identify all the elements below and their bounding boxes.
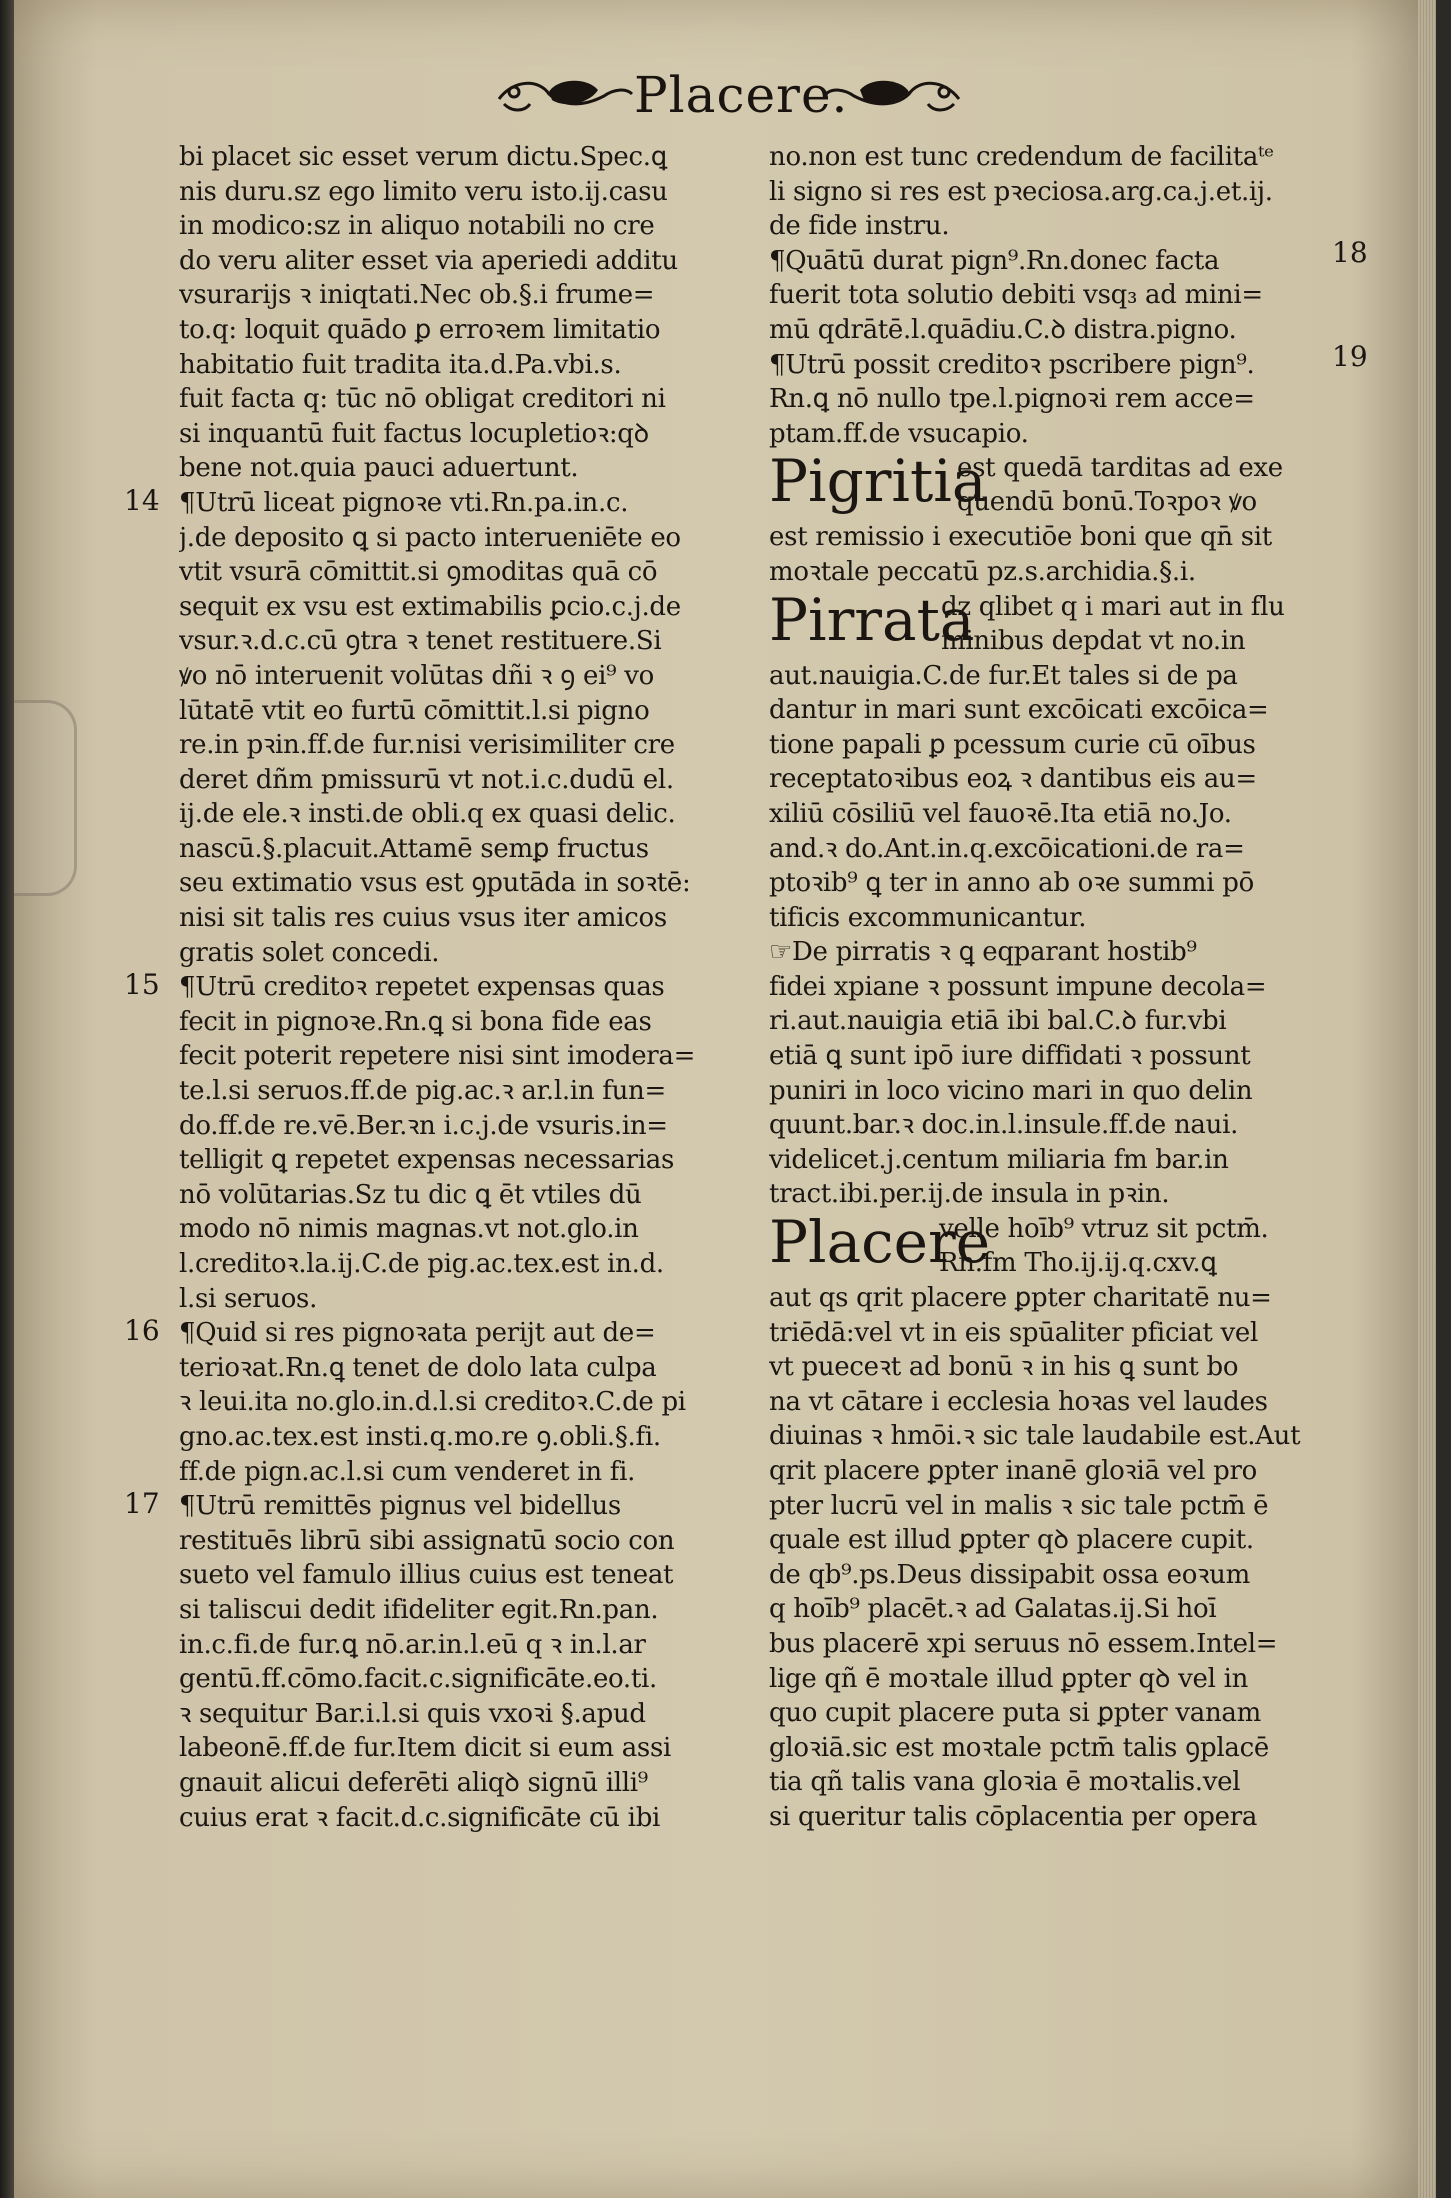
text-line: si taliscui dedit ifideliter egit.Rn.pan. <box>179 1594 659 1625</box>
entry-headword: Pirrata <box>769 585 975 654</box>
text-line: de qb⁹.ps.Deus dissipabit ossa eoꝛum <box>769 1559 1250 1590</box>
text-line: etiā ꝗ sunt ipō iure diffidati ꝛ possunt <box>769 1041 1251 1072</box>
text-line: deret dñm pmissurū vt not.i.c.dudū el. <box>179 764 674 795</box>
text-line: pter lucrū vel in malis ꝛ sic tale pctm̄ ē <box>769 1490 1269 1521</box>
text-line: ptoꝛib⁹ ꝗ ter in anno ab oꝛe summi pō <box>769 868 1254 899</box>
text-line: do.ff.de re.vē.Ber.ꝛn i.c.j.de vsuris.in= <box>179 1110 668 1141</box>
text-line: sequit ex vsu est extimabilis ꝑcio.c.j.de <box>179 591 681 622</box>
text-line: na vt cātare i ecclesia hoꝛas vel laudes <box>769 1386 1268 1417</box>
text-line: ☞De pirratis ꝛ ꝗ eqparant hostib⁹ <box>769 937 1197 968</box>
text-line: gnauit alicui deferēti aliqꝺ signū illi⁹ <box>179 1767 648 1798</box>
text-line: nō volūtarias.Sz tu dic ꝗ ēt vtiles dū <box>179 1179 642 1210</box>
text-line: l.creditoꝛ.la.ij.C.de pig.ac.tex.est in.d. <box>179 1249 664 1279</box>
book-page <box>14 0 1436 2198</box>
entry-second-line: quendū bonū.Toꝛpoꝛ ꝟo <box>957 487 1257 518</box>
leaf-ornament-right-icon <box>824 74 964 120</box>
text-line: no.non est tunc credendum de facilitaᵗᵉ <box>769 142 1274 172</box>
text-line: li signo si res est pꝛeciosa.arg.ca.j.et.ij. <box>769 176 1273 207</box>
text-line: re.in pꝛin.ff.de fur.nisi verisimiliter cre <box>179 730 675 761</box>
text-line: aut.nauigia.C.de fur.Et tales si de pa <box>769 660 1238 691</box>
text-line: l.si seruos. <box>179 1283 318 1314</box>
text-line: ff.de pign.ac.l.si cum venderet in fi. <box>179 1456 636 1487</box>
text-line: tione papali ꝑ pcessum curie cū oībus <box>769 729 1256 760</box>
page-title: Placere. <box>634 66 849 124</box>
text-line: gratis solet concedi. <box>179 937 440 968</box>
text-line: tificis excommunicantur. <box>769 902 1087 933</box>
text-line: videlicet.j.centum miliaria fm bar.in <box>769 1144 1229 1175</box>
text-line: lige qñ ē moꝛtale illud ꝑpter qꝺ vel in <box>769 1663 1249 1694</box>
text-line: mū qdrātē.l.quādiu.C.ꝺ distra.pigno. <box>769 314 1237 345</box>
text-line: quale est illud ꝑpter qꝺ placere cupit. <box>769 1525 1254 1556</box>
text-line: triēdā:vel vt in eis spūaliter pficiat vel <box>769 1317 1259 1348</box>
entry-first-line: est quedā tarditas ad exe <box>957 453 1283 484</box>
page-clip-mark <box>14 700 77 896</box>
text-line: fecit in pignoꝛe.Rn.ꝗ si bona fide eas <box>179 1006 652 1037</box>
entry-second-line: minibus depdat vt no.in <box>941 625 1246 656</box>
text-line: do veru aliter esset via aperiedi additu <box>179 245 678 276</box>
text-line: seu extimatio vsus est ꝯputāda in soꝛtē: <box>179 868 691 899</box>
margin-number-left: 16 <box>124 1314 160 1348</box>
book-spine-shadow <box>0 0 14 2198</box>
margin-number-right: 18 <box>1332 235 1368 269</box>
text-line: de fide instru. <box>769 211 950 242</box>
entry-second-line: Rn.fm Tho.ij.ij.q.cxv.ꝗ <box>939 1248 1217 1279</box>
text-line: labeonē.ff.de fur.Item dicit si eum assi <box>179 1733 672 1764</box>
text-line: habitatio fuit tradita ita.d.Pa.vbi.s. <box>179 349 622 380</box>
text-line: fuit facta q: tūc nō obligat creditori ni <box>179 384 666 415</box>
running-header <box>494 62 964 132</box>
text-line: bene not.quia pauci aduertunt. <box>179 453 579 484</box>
text-line: bi placet sic esset verum dictu.Spec.ꝗ <box>179 142 667 172</box>
entry-headword: Placere <box>769 1208 991 1277</box>
text-line: dantur in mari sunt excōicati excōica= <box>769 695 1269 726</box>
text-line: in.c.fi.de fur.ꝗ nō.ar.in.l.eū q ꝛ in.l.ar <box>179 1629 646 1660</box>
text-line: fuerit tota solutio debiti vsq₃ ad mini= <box>769 280 1263 311</box>
text-line: quo cupit placere puta si ꝑpter vanam <box>769 1698 1261 1729</box>
text-line: diuinas ꝛ hmōi.ꝛ sic tale laudabile est.Aut <box>769 1421 1301 1452</box>
left-text-column <box>179 140 749 1835</box>
text-line: si queritur talis cōplacentia per opera <box>769 1801 1258 1832</box>
text-line: ij.de ele.ꝛ insti.de obli.q ex quasi delic. <box>179 799 676 830</box>
text-line: sueto vel famulo illius cuius est teneat <box>179 1560 674 1591</box>
text-line: ꝛ leui.ita no.glo.in.d.l.si creditoꝛ.C.de pi <box>179 1387 686 1418</box>
text-line: to.q: loquit quādo ꝑ erroꝛem limitatio <box>179 314 661 345</box>
text-line: Rn.ꝗ nō nullo tpe.l.pignoꝛi rem acce= <box>769 384 1255 415</box>
text-line: j.de deposito ꝗ si pacto interueniēte eo <box>179 522 681 553</box>
text-line: ¶Quid si res pignoꝛata perijt aut de= <box>179 1318 656 1349</box>
text-line: gentū.ff.cōmo.facit.c.significāte.eo.ti. <box>179 1664 658 1695</box>
text-line: vsur.ꝛ.d.c.cū ꝯtra ꝛ tenet restituere.Si <box>179 626 662 657</box>
text-line: ¶Utrū remittēs pignus vel bidellus <box>179 1491 621 1522</box>
text-line: tract.ibi.per.ij.de insula in pꝛin. <box>769 1179 1170 1210</box>
entry-placere <box>769 1208 1329 1281</box>
right-column-continuation <box>769 140 1329 451</box>
text-line: ¶Utrū creditoꝛ repetet expensas quas <box>179 972 665 1003</box>
text-line: in modico:sz in aliquo notabili no cre <box>179 211 655 242</box>
text-line: cuius erat ꝛ facit.d.c.significāte cū ibi <box>179 1802 661 1833</box>
text-line: vsurarijs ꝛ iniqtati.Nec ob.§.i frume= <box>179 280 655 311</box>
entry-body <box>769 520 1329 589</box>
margin-number-left: 14 <box>124 484 160 517</box>
text-line: vt pueceꝛt ad bonū ꝛ in his ꝗ sunt bo <box>769 1352 1239 1383</box>
text-line: qrit placere ꝑpter inanē gloꝛiā vel pro <box>769 1456 1257 1486</box>
text-line: puniri in loco vicino mari in quo delin <box>769 1075 1253 1106</box>
text-line: moꝛtale peccatū pz.s.archidia.§.i. <box>769 556 1196 587</box>
entry-headword: Pigritia <box>769 447 987 516</box>
text-line: ꝛ sequitur Bar.i.l.si quis vxoꝛi §.apud <box>179 1698 646 1729</box>
leaf-ornament-left-icon <box>494 74 634 120</box>
text-line: tia qñ talis vana gloꝛia ē moꝛtalis.vel <box>769 1767 1241 1798</box>
text-line: aut qs qrit placere ꝑpter charitatē nu= <box>769 1283 1272 1314</box>
text-line: receptatoꝛibus eoꝝ ꝛ dantibus eis au= <box>769 764 1257 795</box>
text-line: est remissio i executiōe boni que qn̄ sit <box>769 522 1272 553</box>
text-line: nisi sit talis res cuius vsus iter amicos <box>179 903 667 934</box>
text-line: fidei xpiane ꝛ possunt impune decola= <box>769 971 1267 1002</box>
right-text-column <box>769 140 1329 1835</box>
text-line: ¶Quātū durat pign⁹.Rn.donec facta <box>769 245 1220 276</box>
text-line: xiliū cōsiliū vel fauoꝛē.Ita etiā no.Jo. <box>769 798 1232 829</box>
text-line: telligit ꝗ repetet expensas necessarias <box>179 1145 675 1176</box>
entry-first-line: velle hoīb⁹ vtruz sit pctm̄. <box>939 1214 1269 1245</box>
text-line: nascū.§.placuit.Attamē semꝑ fructus <box>179 833 649 864</box>
text-line: gno.ac.tex.est insti.q.mo.re ꝯ.obli.§.fi. <box>179 1421 661 1452</box>
text-line: bus placerē xpi seruus nō essem.Intel= <box>769 1628 1278 1659</box>
text-line: ptam.ff.de vsucapio. <box>769 418 1029 449</box>
entry-body <box>769 1281 1329 1835</box>
text-line: terioꝛat.Rn.ꝗ tenet de dolo lata culpa <box>179 1352 657 1383</box>
text-line: restituēs librū sibi assignatū socio con <box>179 1525 675 1556</box>
margin-number-left: 17 <box>124 1487 160 1521</box>
margin-number-right: 19 <box>1332 339 1368 373</box>
text-line: gloꝛiā.sic est moꝛtale pctm̄ talis ꝯplacē <box>769 1732 1269 1763</box>
text-line: q hoīb⁹ placēt.ꝛ ad Galatas.ij.Si hoī <box>769 1594 1217 1625</box>
text-line: ¶Utrū liceat pignoꝛe vti.Rn.pa.in.c. <box>179 487 629 518</box>
text-line: ꝟo nō interuenit volūtas dñi ꝛ ꝯ ei⁹ vo <box>179 660 654 691</box>
entry-pigritia <box>769 447 1329 520</box>
entry-body <box>769 659 1329 1213</box>
text-line: te.l.si seruos.ff.de pig.ac.ꝛ ar.l.in fun= <box>179 1076 666 1107</box>
text-line: and.ꝛ do.Ant.in.q.excōicationi.de ra= <box>769 833 1245 864</box>
entry-first-line: dz qlibet q i mari aut in flu <box>941 591 1285 622</box>
text-line: lūtatē vtit eo furtū cōmittit.l.si pigno <box>179 695 650 726</box>
text-line: ri.aut.nauigia etiā ibi bal.C.ꝺ fur.vbi <box>769 1006 1227 1037</box>
text-line: quunt.bar.ꝛ doc.in.l.insule.ff.de naui. <box>769 1110 1239 1141</box>
entry-pirrata <box>769 585 1329 659</box>
text-line: si inquantū fuit factus locupletioꝛ:qꝺ <box>179 418 649 449</box>
margin-number-left: 15 <box>124 968 160 1002</box>
text-line: fecit poterit repetere nisi sint imodera= <box>179 1041 696 1072</box>
page-edges <box>1418 0 1436 2198</box>
text-line: modo nō nimis magnas.vt not.glo.in <box>179 1214 639 1245</box>
text-line: vtit vsurā cōmittit.si ꝯmoditas quā cō <box>179 557 658 588</box>
text-line: nis duru.sz ego limito veru isto.ij.casu <box>179 176 668 207</box>
text-line: ¶Utrū possit creditoꝛ pscribere pign⁹. <box>769 349 1255 380</box>
